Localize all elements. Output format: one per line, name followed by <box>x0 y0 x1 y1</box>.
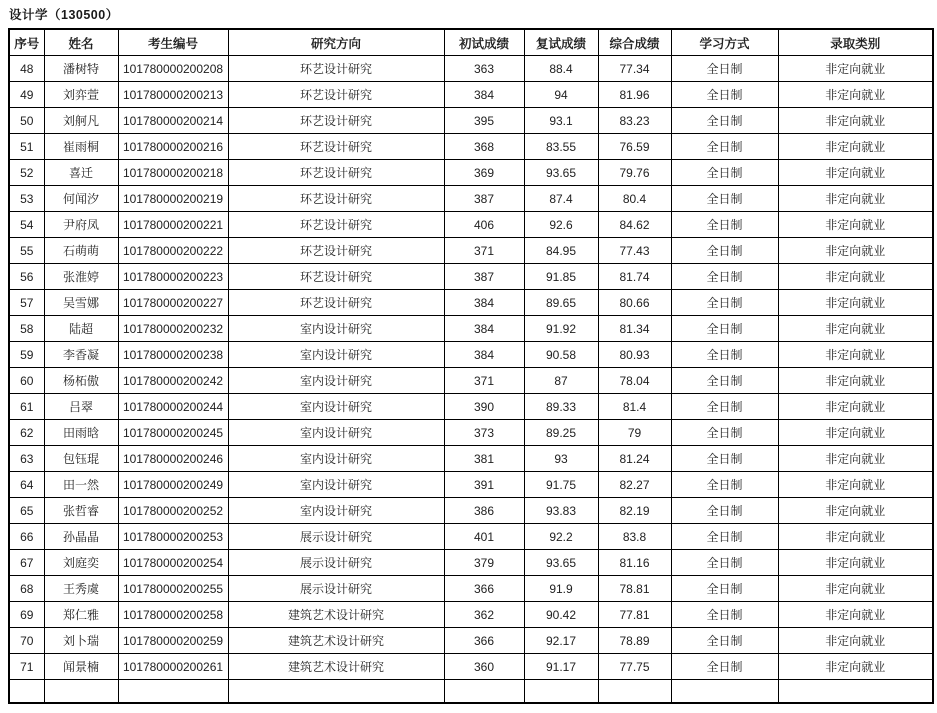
cell-index: 60 <box>9 368 44 394</box>
cell-name: 何闻汐 <box>44 186 118 212</box>
cell-comprehensive-score: 81.24 <box>598 446 671 472</box>
table-row <box>9 446 933 472</box>
cell-retest-score: 84.95 <box>524 238 598 264</box>
cell-study-mode: 全日制 <box>671 160 778 186</box>
column-header-study-mode: 学习方式 <box>671 29 778 56</box>
cell-study-mode: 全日制 <box>671 134 778 160</box>
cell-admission-category: 非定向就业 <box>778 160 933 186</box>
cell-empty <box>778 680 933 704</box>
table-row <box>9 82 933 108</box>
cell-study-mode: 全日制 <box>671 628 778 654</box>
cell-research-direction: 展示设计研究 <box>228 576 444 602</box>
cell-initial-score: 360 <box>444 654 524 680</box>
column-header-candidate-id: 考生编号 <box>118 29 228 56</box>
cell-candidate-id: 101780000200254 <box>118 550 228 576</box>
cell-research-direction: 环艺设计研究 <box>228 82 444 108</box>
cell-candidate-id: 101780000200219 <box>118 186 228 212</box>
cell-candidate-id: 101780000200223 <box>118 264 228 290</box>
cell-admission-category: 非定向就业 <box>778 654 933 680</box>
cell-candidate-id: 101780000200244 <box>118 394 228 420</box>
table-body <box>9 56 933 704</box>
cell-research-direction: 室内设计研究 <box>228 472 444 498</box>
column-header-name: 姓名 <box>44 29 118 56</box>
cell-retest-score: 91.17 <box>524 654 598 680</box>
table-row <box>9 342 933 368</box>
cell-name: 陆超 <box>44 316 118 342</box>
cell-research-direction: 环艺设计研究 <box>228 160 444 186</box>
cell-index: 59 <box>9 342 44 368</box>
cell-comprehensive-score: 84.62 <box>598 212 671 238</box>
cell-admission-category: 非定向就业 <box>778 82 933 108</box>
cell-research-direction: 展示设计研究 <box>228 524 444 550</box>
cell-study-mode: 全日制 <box>671 342 778 368</box>
cell-comprehensive-score: 78.81 <box>598 576 671 602</box>
table-row <box>9 602 933 628</box>
cell-index: 69 <box>9 602 44 628</box>
table-row <box>9 576 933 602</box>
cell-study-mode: 全日制 <box>671 498 778 524</box>
table-row <box>9 654 933 680</box>
cell-comprehensive-score: 83.8 <box>598 524 671 550</box>
cell-retest-score: 92.17 <box>524 628 598 654</box>
cell-retest-score: 93.65 <box>524 550 598 576</box>
cell-research-direction: 建筑艺术设计研究 <box>228 654 444 680</box>
cell-initial-score: 395 <box>444 108 524 134</box>
table-row <box>9 56 933 82</box>
cell-admission-category: 非定向就业 <box>778 628 933 654</box>
results-table <box>8 28 934 704</box>
cell-retest-score: 91.75 <box>524 472 598 498</box>
cell-comprehensive-score: 81.16 <box>598 550 671 576</box>
cell-initial-score: 369 <box>444 160 524 186</box>
cell-candidate-id: 101780000200216 <box>118 134 228 160</box>
cell-initial-score: 366 <box>444 576 524 602</box>
cell-study-mode: 全日制 <box>671 290 778 316</box>
cell-comprehensive-score: 81.4 <box>598 394 671 420</box>
cell-retest-score: 93 <box>524 446 598 472</box>
cell-initial-score: 371 <box>444 368 524 394</box>
cell-index: 63 <box>9 446 44 472</box>
cell-research-direction: 室内设计研究 <box>228 446 444 472</box>
cell-candidate-id: 101780000200221 <box>118 212 228 238</box>
cell-index: 58 <box>9 316 44 342</box>
cell-index: 70 <box>9 628 44 654</box>
cell-admission-category: 非定向就业 <box>778 238 933 264</box>
cell-initial-score: 406 <box>444 212 524 238</box>
cell-comprehensive-score: 81.34 <box>598 316 671 342</box>
cell-index: 61 <box>9 394 44 420</box>
cell-admission-category: 非定向就业 <box>778 186 933 212</box>
cell-admission-category: 非定向就业 <box>778 134 933 160</box>
cell-candidate-id: 101780000200232 <box>118 316 228 342</box>
cell-name: 孙晶晶 <box>44 524 118 550</box>
cell-candidate-id: 101780000200245 <box>118 420 228 446</box>
table-row <box>9 524 933 550</box>
cell-comprehensive-score: 82.27 <box>598 472 671 498</box>
cell-admission-category: 非定向就业 <box>778 524 933 550</box>
column-header-index: 序号 <box>9 29 44 56</box>
cell-admission-category: 非定向就业 <box>778 290 933 316</box>
cell-name: 田雨晗 <box>44 420 118 446</box>
table-row <box>9 420 933 446</box>
table-row <box>9 212 933 238</box>
cell-empty <box>228 680 444 704</box>
cell-name: 张哲睿 <box>44 498 118 524</box>
cell-research-direction: 建筑艺术设计研究 <box>228 602 444 628</box>
cell-name: 尹府凤 <box>44 212 118 238</box>
cell-research-direction: 展示设计研究 <box>228 550 444 576</box>
cell-candidate-id: 101780000200249 <box>118 472 228 498</box>
table-row <box>9 628 933 654</box>
column-header-comprehensive-score: 综合成绩 <box>598 29 671 56</box>
cell-retest-score: 87 <box>524 368 598 394</box>
cell-index: 71 <box>9 654 44 680</box>
cell-admission-category: 非定向就业 <box>778 316 933 342</box>
cell-candidate-id: 101780000200238 <box>118 342 228 368</box>
cell-initial-score: 401 <box>444 524 524 550</box>
cell-study-mode: 全日制 <box>671 316 778 342</box>
column-header-retest-score: 复试成绩 <box>524 29 598 56</box>
cell-comprehensive-score: 80.93 <box>598 342 671 368</box>
cell-retest-score: 91.92 <box>524 316 598 342</box>
cell-index: 68 <box>9 576 44 602</box>
cell-initial-score: 366 <box>444 628 524 654</box>
cell-retest-score: 91.85 <box>524 264 598 290</box>
cell-name: 吴雪娜 <box>44 290 118 316</box>
cell-comprehensive-score: 79 <box>598 420 671 446</box>
cell-admission-category: 非定向就业 <box>778 108 933 134</box>
cell-index: 50 <box>9 108 44 134</box>
cell-candidate-id: 101780000200213 <box>118 82 228 108</box>
cell-index: 64 <box>9 472 44 498</box>
cell-name: 刘弈萱 <box>44 82 118 108</box>
cell-retest-score: 92.2 <box>524 524 598 550</box>
cell-name: 石萌萌 <box>44 238 118 264</box>
cell-retest-score: 92.6 <box>524 212 598 238</box>
cell-name: 刘卜瑞 <box>44 628 118 654</box>
cell-study-mode: 全日制 <box>671 56 778 82</box>
cell-retest-score: 89.65 <box>524 290 598 316</box>
cell-study-mode: 全日制 <box>671 420 778 446</box>
table-row <box>9 108 933 134</box>
cell-initial-score: 387 <box>444 264 524 290</box>
cell-initial-score: 362 <box>444 602 524 628</box>
cell-candidate-id: 101780000200227 <box>118 290 228 316</box>
cell-admission-category: 非定向就业 <box>778 394 933 420</box>
cell-comprehensive-score: 83.23 <box>598 108 671 134</box>
cell-research-direction: 室内设计研究 <box>228 420 444 446</box>
cell-research-direction: 室内设计研究 <box>228 368 444 394</box>
cell-name: 崔雨桐 <box>44 134 118 160</box>
table-row <box>9 238 933 264</box>
cell-admission-category: 非定向就业 <box>778 602 933 628</box>
cell-admission-category: 非定向就业 <box>778 212 933 238</box>
cell-initial-score: 387 <box>444 186 524 212</box>
cell-retest-score: 87.4 <box>524 186 598 212</box>
cell-comprehensive-score: 77.43 <box>598 238 671 264</box>
table-row <box>9 264 933 290</box>
cell-initial-score: 384 <box>444 316 524 342</box>
cell-index: 55 <box>9 238 44 264</box>
table-row <box>9 498 933 524</box>
cell-comprehensive-score: 78.89 <box>598 628 671 654</box>
cell-index: 67 <box>9 550 44 576</box>
cell-initial-score: 379 <box>444 550 524 576</box>
cell-admission-category: 非定向就业 <box>778 446 933 472</box>
cell-name: 喜迁 <box>44 160 118 186</box>
table-row <box>9 186 933 212</box>
cell-research-direction: 环艺设计研究 <box>228 264 444 290</box>
cell-retest-score: 94 <box>524 82 598 108</box>
cell-name: 包钰琨 <box>44 446 118 472</box>
cell-empty <box>671 680 778 704</box>
table-row <box>9 368 933 394</box>
cell-name: 吕翠 <box>44 394 118 420</box>
table-header-row <box>9 29 933 56</box>
cell-research-direction: 室内设计研究 <box>228 316 444 342</box>
cell-study-mode: 全日制 <box>671 368 778 394</box>
cell-name: 张淮婷 <box>44 264 118 290</box>
cell-name: 李香凝 <box>44 342 118 368</box>
table-row <box>9 472 933 498</box>
cell-name: 田一然 <box>44 472 118 498</box>
cell-initial-score: 363 <box>444 56 524 82</box>
cell-admission-category: 非定向就业 <box>778 368 933 394</box>
cell-initial-score: 384 <box>444 342 524 368</box>
cell-research-direction: 环艺设计研究 <box>228 238 444 264</box>
cell-name: 闻景楠 <box>44 654 118 680</box>
cell-comprehensive-score: 81.74 <box>598 264 671 290</box>
cell-admission-category: 非定向就业 <box>778 550 933 576</box>
cell-empty <box>524 680 598 704</box>
cell-initial-score: 390 <box>444 394 524 420</box>
cell-retest-score: 93.65 <box>524 160 598 186</box>
cell-empty <box>598 680 671 704</box>
cell-comprehensive-score: 78.04 <box>598 368 671 394</box>
cell-candidate-id: 101780000200261 <box>118 654 228 680</box>
cell-index: 65 <box>9 498 44 524</box>
cell-research-direction: 环艺设计研究 <box>228 134 444 160</box>
cell-retest-score: 90.42 <box>524 602 598 628</box>
cell-comprehensive-score: 76.59 <box>598 134 671 160</box>
cell-research-direction: 环艺设计研究 <box>228 56 444 82</box>
cell-study-mode: 全日制 <box>671 82 778 108</box>
cell-initial-score: 384 <box>444 82 524 108</box>
cell-research-direction: 室内设计研究 <box>228 394 444 420</box>
cell-research-direction: 环艺设计研究 <box>228 212 444 238</box>
table-row <box>9 160 933 186</box>
cell-initial-score: 384 <box>444 290 524 316</box>
cell-comprehensive-score: 77.75 <box>598 654 671 680</box>
cell-admission-category: 非定向就业 <box>778 576 933 602</box>
cell-comprehensive-score: 82.19 <box>598 498 671 524</box>
cell-candidate-id: 101780000200258 <box>118 602 228 628</box>
cell-name: 刘舸凡 <box>44 108 118 134</box>
cell-candidate-id: 101780000200259 <box>118 628 228 654</box>
cell-name: 郑仁雅 <box>44 602 118 628</box>
cell-study-mode: 全日制 <box>671 108 778 134</box>
cell-comprehensive-score: 80.66 <box>598 290 671 316</box>
cell-study-mode: 全日制 <box>671 394 778 420</box>
cell-candidate-id: 101780000200242 <box>118 368 228 394</box>
cell-candidate-id: 101780000200252 <box>118 498 228 524</box>
cell-admission-category: 非定向就业 <box>778 472 933 498</box>
cell-research-direction: 室内设计研究 <box>228 342 444 368</box>
cell-retest-score: 93.83 <box>524 498 598 524</box>
cell-empty <box>118 680 228 704</box>
cell-admission-category: 非定向就业 <box>778 342 933 368</box>
cell-empty <box>444 680 524 704</box>
cell-initial-score: 368 <box>444 134 524 160</box>
cell-index: 53 <box>9 186 44 212</box>
cell-comprehensive-score: 79.76 <box>598 160 671 186</box>
cell-comprehensive-score: 81.96 <box>598 82 671 108</box>
cell-empty <box>9 680 44 704</box>
table-row <box>9 290 933 316</box>
table-row <box>9 134 933 160</box>
cell-index: 52 <box>9 160 44 186</box>
cell-comprehensive-score: 80.4 <box>598 186 671 212</box>
cell-retest-score: 88.4 <box>524 56 598 82</box>
cell-name: 潘树特 <box>44 56 118 82</box>
cell-index: 62 <box>9 420 44 446</box>
cell-name: 刘庭奕 <box>44 550 118 576</box>
cell-research-direction: 室内设计研究 <box>228 498 444 524</box>
cell-admission-category: 非定向就业 <box>778 264 933 290</box>
cell-research-direction: 环艺设计研究 <box>228 108 444 134</box>
cell-candidate-id: 101780000200246 <box>118 446 228 472</box>
cell-initial-score: 386 <box>444 498 524 524</box>
cell-initial-score: 381 <box>444 446 524 472</box>
column-header-admission-category: 录取类别 <box>778 29 933 56</box>
cell-study-mode: 全日制 <box>671 472 778 498</box>
cell-study-mode: 全日制 <box>671 576 778 602</box>
cell-study-mode: 全日制 <box>671 264 778 290</box>
cell-index: 57 <box>9 290 44 316</box>
column-header-initial-score: 初试成绩 <box>444 29 524 56</box>
cell-study-mode: 全日制 <box>671 550 778 576</box>
cell-retest-score: 93.1 <box>524 108 598 134</box>
table-row <box>9 316 933 342</box>
cell-comprehensive-score: 77.81 <box>598 602 671 628</box>
cell-initial-score: 373 <box>444 420 524 446</box>
cell-retest-score: 89.33 <box>524 394 598 420</box>
cell-research-direction: 建筑艺术设计研究 <box>228 628 444 654</box>
table-row <box>9 394 933 420</box>
cell-retest-score: 89.25 <box>524 420 598 446</box>
cell-empty <box>44 680 118 704</box>
cell-retest-score: 83.55 <box>524 134 598 160</box>
cell-study-mode: 全日制 <box>671 654 778 680</box>
cell-study-mode: 全日制 <box>671 602 778 628</box>
cell-name: 王秀虞 <box>44 576 118 602</box>
cell-admission-category: 非定向就业 <box>778 56 933 82</box>
cell-index: 56 <box>9 264 44 290</box>
cell-candidate-id: 101780000200214 <box>118 108 228 134</box>
cell-initial-score: 391 <box>444 472 524 498</box>
cell-admission-category: 非定向就业 <box>778 420 933 446</box>
cell-index: 66 <box>9 524 44 550</box>
cell-study-mode: 全日制 <box>671 186 778 212</box>
cell-research-direction: 环艺设计研究 <box>228 186 444 212</box>
cell-study-mode: 全日制 <box>671 524 778 550</box>
cell-index: 49 <box>9 82 44 108</box>
cell-name: 杨柘傲 <box>44 368 118 394</box>
cell-study-mode: 全日制 <box>671 212 778 238</box>
cell-retest-score: 91.9 <box>524 576 598 602</box>
cell-research-direction: 环艺设计研究 <box>228 290 444 316</box>
cell-study-mode: 全日制 <box>671 238 778 264</box>
column-header-research-direction: 研究方向 <box>228 29 444 56</box>
cell-candidate-id: 101780000200218 <box>118 160 228 186</box>
cell-candidate-id: 101780000200255 <box>118 576 228 602</box>
table-row <box>9 550 933 576</box>
cell-comprehensive-score: 77.34 <box>598 56 671 82</box>
cell-admission-category: 非定向就业 <box>778 498 933 524</box>
cell-candidate-id: 101780000200253 <box>118 524 228 550</box>
cell-index: 54 <box>9 212 44 238</box>
cell-retest-score: 90.58 <box>524 342 598 368</box>
table-row-partial <box>9 680 933 704</box>
page-title: 设计学（130500） <box>9 8 119 22</box>
cell-candidate-id: 101780000200222 <box>118 238 228 264</box>
cell-index: 48 <box>9 56 44 82</box>
cell-candidate-id: 101780000200208 <box>118 56 228 82</box>
cell-study-mode: 全日制 <box>671 446 778 472</box>
cell-index: 51 <box>9 134 44 160</box>
cell-initial-score: 371 <box>444 238 524 264</box>
